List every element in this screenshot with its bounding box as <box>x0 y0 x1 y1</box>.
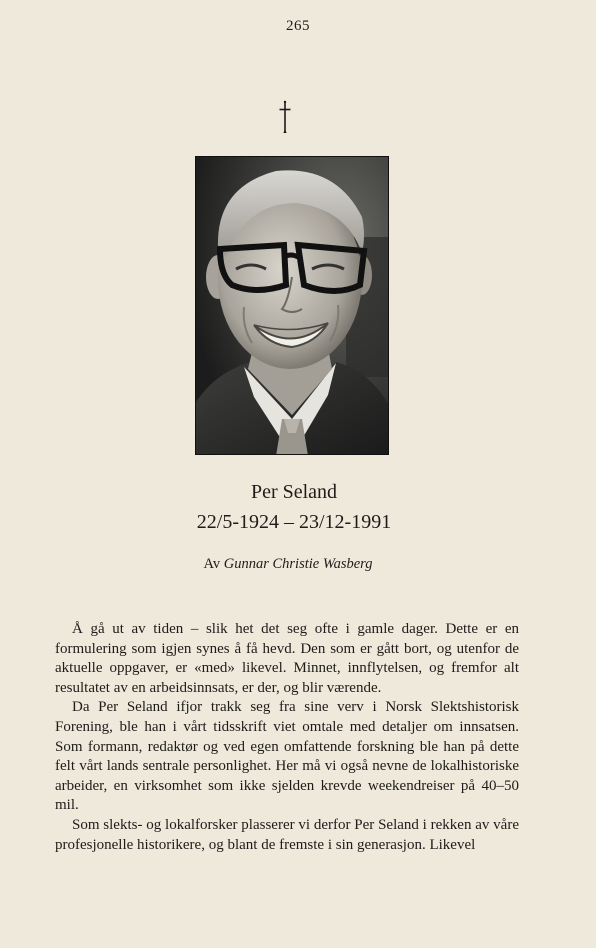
paragraph: Som slekts- og lokalforsker plasserer vi derfor Per Seland i rekken av våre profesjonelle historikere, og blant de fremste i sin generasjon. Likevel <box>55 816 519 853</box>
paragraph: Da Per Seland ifjor trakk seg fra sine verv i Norsk Slektshistorisk Forening, ble han i vårt tidsskrift viet omtale med detaljer om innsatsen. Som formann, redaktør og ved egen omfattende forskning ble han på dette felt vårt lands sentrale personlighet. Her må vi også nevne de lokalhistoriske arbeider, en virksomhet som ikke sjelden krevde weekendreiser på 40–50 mil. <box>55 699 519 814</box>
deceased-name: Per Seland <box>250 481 338 503</box>
author-name: Gunnar Christie Wasberg <box>223 556 373 572</box>
byline-prefix: Av <box>203 556 221 572</box>
page-number: 265 <box>286 18 310 34</box>
portrait-photo <box>195 156 389 455</box>
byline <box>0 556 576 573</box>
latin-cross-icon <box>277 100 293 134</box>
paragraph: Å gå ut av tiden – slik het det seg ofte i gamle dager. Dette er en formulering som igjen synes å få hevd. Den som er gått bort, og utenfor de aktuelle oppgaver, er «med» likevel. Minnet, innflytelsen, og fremfor alt resultatet av en arbeidsinnsats, er der, og blir værende. <box>55 621 519 696</box>
life-dates: 22/5-1924 – 23/12-1991 <box>196 511 392 533</box>
article-body <box>55 620 519 855</box>
